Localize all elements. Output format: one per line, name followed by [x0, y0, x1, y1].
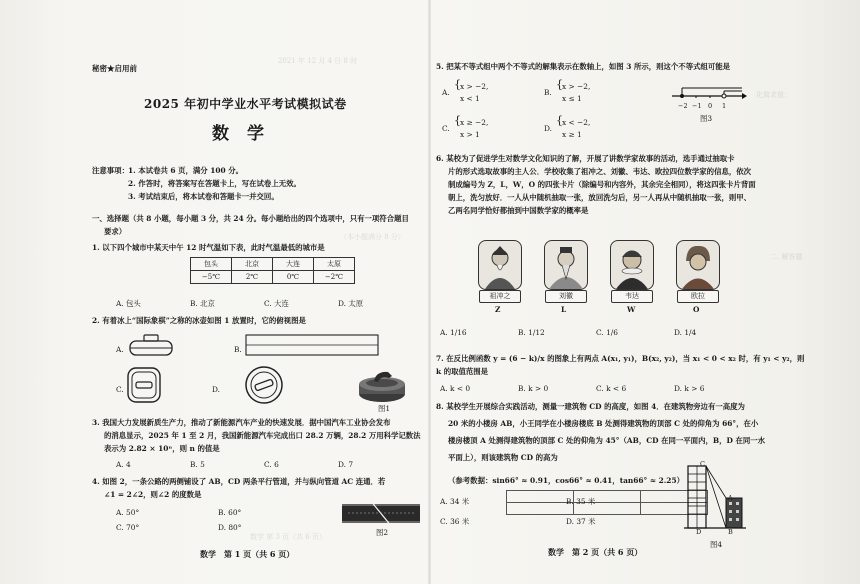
- card-code: Z: [495, 305, 501, 314]
- q2-option: B.: [234, 345, 242, 354]
- inequality-top: x > −2,: [460, 82, 489, 91]
- card-code: W: [627, 305, 636, 314]
- card-name: 韦达: [611, 290, 653, 303]
- q3-option: D. 7: [338, 460, 354, 469]
- reference-data: （参考数据：sin66° ≈ 0.91，cos66° ≈ 0.41，tan66° ≈ 2.25）: [448, 476, 684, 485]
- page-2-footer: 数学 第 2 页（共 6 页）: [548, 547, 643, 557]
- question-8-line: 平面上），则该建筑物 CD 的高为: [448, 453, 558, 462]
- bleed-text: 2021 年 12 月 4 日 8 时: [278, 57, 358, 65]
- figure-2-label: 图2: [376, 528, 389, 537]
- card-code: O: [693, 305, 700, 314]
- figure-4-label: 图4: [710, 540, 723, 549]
- q2-option: C.: [116, 385, 124, 394]
- question-7-line: k 的取值范围是: [436, 367, 489, 376]
- q7-option: A. k < 0: [440, 384, 471, 393]
- q3-option: B. 5: [190, 460, 205, 469]
- q1-option: D. 太原: [338, 299, 364, 308]
- q6-option: A. 1/16: [440, 328, 467, 337]
- question-7-line: 7. 在反比例函数 y = (6 − k)/x 的图象上有两点 A(x₁, y₁)，B(x₂, y₂)，当 x₁ < 0 < x₂ 时，有 y₁ < y₂，则: [436, 354, 805, 363]
- inequality-bottom: x ≤ 1: [562, 94, 582, 103]
- card-code: L: [561, 305, 567, 314]
- portrait-zu-chongzhi: [478, 240, 522, 290]
- answer-grid: [506, 490, 708, 515]
- q7-option: C. k < 6: [596, 384, 627, 393]
- temp-cell: −5℃: [191, 271, 232, 284]
- q8-option: D. 37 米: [566, 517, 596, 526]
- point-label: B: [728, 528, 733, 536]
- brace: {: [556, 78, 563, 91]
- question-3-line: 3. 我国大力发展新质生产力，推动了新能源汽车产业的快速发展．据中国汽车工业协会发布: [92, 418, 391, 427]
- section-heading-cont: 要求）: [104, 227, 127, 236]
- building-diagram-figure-4: [682, 462, 748, 536]
- figure-1-label: 图1: [378, 404, 391, 413]
- page-1-footer: 数学 第 1 页（共 6 页）: [200, 549, 295, 559]
- point-label: D: [696, 528, 702, 536]
- q3-option: C. 6: [264, 460, 279, 469]
- question-4-line: 4. 如图 2，一条公路的两侧铺设了 AB，CD 两条平行管道，并与纵向管道 AC 连通．若: [92, 477, 386, 486]
- portrait-liu-hui: [544, 240, 588, 290]
- bleed-text: 二. 解答题: [770, 253, 803, 261]
- inequality-bottom: x ≥ 1: [562, 130, 582, 139]
- q8-option: A. 34 米: [440, 497, 470, 506]
- q2-option: A.: [116, 345, 124, 354]
- card-name: 欧拉: [677, 290, 719, 303]
- portrait-vieta: [610, 240, 654, 290]
- temperature-table: [190, 257, 355, 284]
- q8-option: C. 36 米: [440, 517, 470, 526]
- axis-tick: 1: [722, 102, 727, 110]
- q1-option: C. 大连: [264, 299, 289, 308]
- q6-option: C. 1/6: [596, 328, 618, 337]
- temp-cell: 0℃: [273, 271, 314, 284]
- question-6-line: 乙两名同学恰好都抽到中国数学家的概率是: [448, 206, 589, 215]
- card-name: 刘徽: [545, 290, 587, 303]
- q7-option: B. k > 0: [518, 384, 549, 393]
- curling-stone-figure: [356, 366, 408, 404]
- note-item: 3. 考试结束后，将本试卷和答题卡一并交回。: [128, 192, 279, 201]
- city-cell: 包头: [191, 258, 232, 271]
- q7-option: D. k > 6: [674, 384, 705, 393]
- curling-top-view-d: [242, 364, 286, 406]
- option-letter: B.: [544, 88, 552, 97]
- q6-option: D. 1/4: [674, 328, 697, 337]
- note-item: 1. 本试卷共 6 页，满分 100 分。: [128, 166, 244, 175]
- brace: {: [454, 114, 461, 127]
- question-8-line: 20 米的小楼房 AB，小王同学在小楼房楼底 B 处测得建筑物的顶部 C 处的仰角为 66°，在小: [448, 419, 759, 428]
- card-name: 祖冲之: [479, 290, 521, 303]
- question-5-stem: 5. 把某不等式组中两个不等式的解集表示在数轴上，如图 3 所示，则这个不等式组可能是: [436, 62, 731, 71]
- inequality-bottom: x > 1: [460, 130, 480, 139]
- q3-option: A. 4: [116, 460, 131, 469]
- q8-option: B. 35 米: [566, 497, 596, 506]
- question-6-line: 朝上，洗匀放好．一人从中随机抽取一张，放回洗匀后，另一人再从中随机抽取一张，则甲、: [448, 193, 752, 202]
- question-8-line: 8. 某校学生开展综合实践活动，测量一建筑物 CD 的高度，如图 4．在建筑物旁边有一高度为: [436, 402, 745, 411]
- page-1: [92, 0, 422, 584]
- question-3-line: 表示为 2.82 × 10ⁿ，则 n 的值是: [104, 444, 220, 453]
- bleed-text: 数学 第 3 页（共 6 页）: [250, 533, 327, 541]
- q4-option: D. 80°: [218, 523, 242, 532]
- question-3-line: 的消息显示，2025 年 1 至 2 月，我国新能源汽车完成出口 28.2 万辆，28.2 万用科学记数法: [104, 431, 421, 440]
- temp-cell: 2℃: [232, 271, 273, 284]
- section-heading: 一、选择题（共 8 小题，每小题 3 分，共 24 分。每小题给出的四个选项中，只有一项符合题目: [92, 214, 409, 223]
- q1-option: B. 北京: [190, 299, 215, 308]
- q4-option: B. 60°: [218, 508, 242, 517]
- q4-option: C. 70°: [116, 523, 140, 532]
- q4-option: A. 50°: [116, 508, 140, 517]
- point-label: A: [728, 494, 733, 502]
- inequality-top: x ≥ −2,: [460, 118, 489, 127]
- q6-option: B. 1/12: [518, 328, 545, 337]
- question-6-line: 片的形式选取故事的主人公．学校收集了祖冲之、刘徽、韦达、欧拉四位数学家的信息，依次: [448, 167, 752, 176]
- city-cell: 北京: [232, 258, 273, 271]
- secret-mark: 秘密★启用前: [92, 64, 137, 73]
- option-letter: D.: [544, 124, 553, 133]
- curling-front-view-a: [126, 333, 176, 359]
- q2-option: D.: [212, 385, 221, 394]
- subject-title: 数学: [212, 124, 282, 144]
- brace: {: [556, 114, 563, 127]
- inequality-top: x < −2,: [562, 118, 591, 127]
- pipe-diagram-figure-2: [340, 497, 422, 529]
- exam-title: 2025 年初中学业水平考试模拟试卷: [144, 97, 347, 111]
- note-item: 2. 作答时，将答案写在答题卡上，写在试卷上无效。: [128, 179, 301, 188]
- city-cell: 大连: [273, 258, 314, 271]
- curling-side-view-b: [244, 331, 384, 359]
- figure-3-label: 图3: [700, 114, 713, 123]
- question-1-stem: 1. 以下四个城市中某天中午 12 时气温如下表，此时气温最低的城市是: [92, 243, 325, 252]
- question-4-line: ∠1 = 2∠2，则∠2 的度数是: [104, 490, 202, 499]
- option-letter: C.: [442, 124, 450, 133]
- axis-tick: −2: [678, 102, 688, 110]
- bleed-text: （本小题满分 8 分）: [340, 233, 405, 241]
- page-fold: [428, 0, 431, 584]
- inequality-bottom: x < 1: [460, 94, 480, 103]
- temp-cell: −2℃: [314, 271, 355, 284]
- question-6-line: 6. 某校为了促进学生对数学文化知识的了解，开展了讲数学家故事的活动，选手通过抽取卡: [436, 154, 735, 163]
- q1-option: A. 包头: [116, 299, 141, 308]
- option-letter: A.: [442, 88, 450, 97]
- curling-top-view-c: [124, 364, 164, 406]
- brace: {: [454, 78, 461, 91]
- question-8-line: 楼房楼顶 A 处测得建筑物的顶部 C 处的仰角为 45°（AB，CD 在同一平面内，B，D 在同一水: [448, 436, 766, 445]
- notes-label: 注意事项：: [92, 166, 129, 175]
- inequality-top: x > −2,: [562, 82, 591, 91]
- question-6-line: 制成编号为 Z，L，W，O 的四张卡片（除编号和内容外，其余完全相同），将这四张卡片背面: [448, 180, 756, 189]
- question-2-stem: 2. 有着冰上“国际象棋”之称的冰壶如图 1 放置时，它的俯视图是: [92, 316, 306, 325]
- bleed-text: 化简求值：: [756, 91, 791, 99]
- axis-tick: −1: [692, 102, 702, 110]
- portrait-euler: [676, 240, 720, 290]
- point-label: C: [700, 460, 705, 468]
- axis-tick: 0: [708, 102, 713, 110]
- city-cell: 太原: [314, 258, 355, 271]
